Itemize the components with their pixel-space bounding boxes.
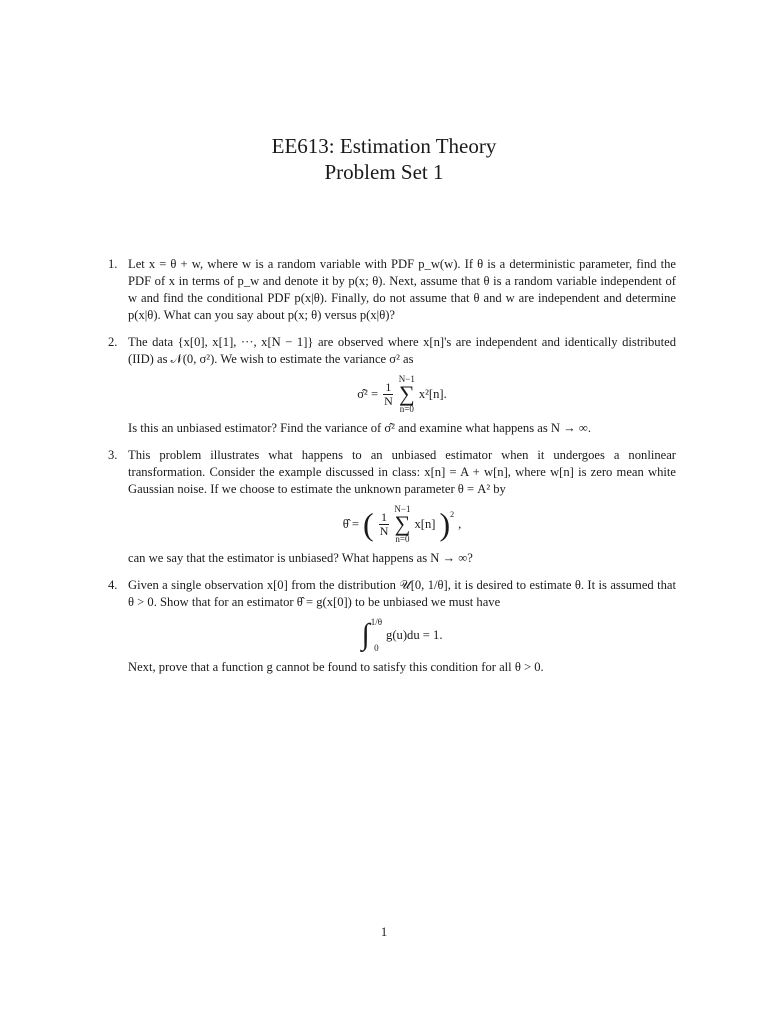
summation: N−1 ∑ n=0 [394, 504, 411, 544]
sigma-icon: ∑ [398, 381, 415, 406]
problem-number: 3. [108, 448, 118, 462]
equation-power: 2 [450, 509, 455, 519]
problem-text: This problem illustrates what happens to an unbiased estimator when it undergoes a nonlinear transformation. Consider the example discussed in class: x[n] = A + w[n], where w[n] is zero mean white Gaussian noise. If we choose to estimate the unknown parameter θ = A² by [128, 448, 676, 496]
problem-followup: Next, prove that a function g cannot be found to satisfy this condition for all θ > 0. [128, 660, 544, 674]
document-subtitle: Problem Set 1 [324, 160, 444, 184]
right-paren: ) [439, 506, 451, 542]
sigma-icon: ∑ [394, 511, 411, 536]
problem-3 [108, 447, 676, 567]
problem-number: 4. [108, 578, 118, 592]
equation-body: x[n] [414, 516, 436, 531]
integral [362, 617, 383, 653]
fraction: $\frac{1}{N}$ [384, 379, 393, 408]
equation-body: g(u)du = 1. [386, 627, 443, 642]
left-paren: ( [363, 506, 374, 542]
problem-text: Let x = θ + w, where w is a random variable with PDF p_w(w). If θ is a deterministic parameter, find the PDF of x in terms of p_w and denote it by p(x; θ). Next, assume that θ is a random variable independent of w and find the conditional PDF p(x|θ). Finally, do not assume that θ and w are independent and determine p(x|θ). What can you say about p(x; θ) versus p(x|θ)? [128, 257, 676, 322]
problem-list [108, 256, 676, 686]
equation-lhs: σ̂² = [357, 386, 379, 401]
problem-1 [108, 256, 676, 324]
integral-icon: ∫ [361, 618, 370, 651]
problem-number: 2. [108, 335, 118, 349]
equation [128, 374, 676, 414]
equation-body: x²[n]. [418, 386, 447, 401]
equation [128, 504, 676, 544]
page-number: 1 [380, 925, 388, 939]
problem-text: The data {x[0], x[1], ···, x[N − 1]} are observed where x[n]'s are independent and identically distributed (IID) as 𝒩(0, σ²). We wish to estimate the variance σ² as [128, 335, 676, 366]
integral-lower: 0 [374, 643, 379, 653]
integral-upper: 1/θ [370, 617, 383, 627]
equation-trail: , [458, 516, 462, 531]
problem-4 [108, 577, 676, 676]
problem-text: Given a single observation x[0] from the distribution 𝒰[0, 1/θ], it is desired to estimate θ. It is assumed that θ > 0. Show that for an estimator θ̂ = g(x[0]) to be unbiased we must have [128, 578, 676, 609]
problem-followup: Is this an unbiased estimator? Find the variance of σ̂² and examine what happens as N → ∞. [128, 421, 591, 435]
equation [128, 617, 676, 653]
fraction: $\frac{1}{N}$ [379, 509, 389, 538]
equation-lhs: θ̂ = [342, 516, 360, 531]
summation: N−1 ∑ n=0 [398, 374, 415, 414]
problem-followup: can we say that the estimator is unbiased? What happens as N → ∞? [128, 551, 473, 565]
problem-number: 1. [108, 257, 118, 271]
document-title: EE613: Estimation Theory [271, 134, 497, 158]
problem-2 [108, 334, 676, 437]
